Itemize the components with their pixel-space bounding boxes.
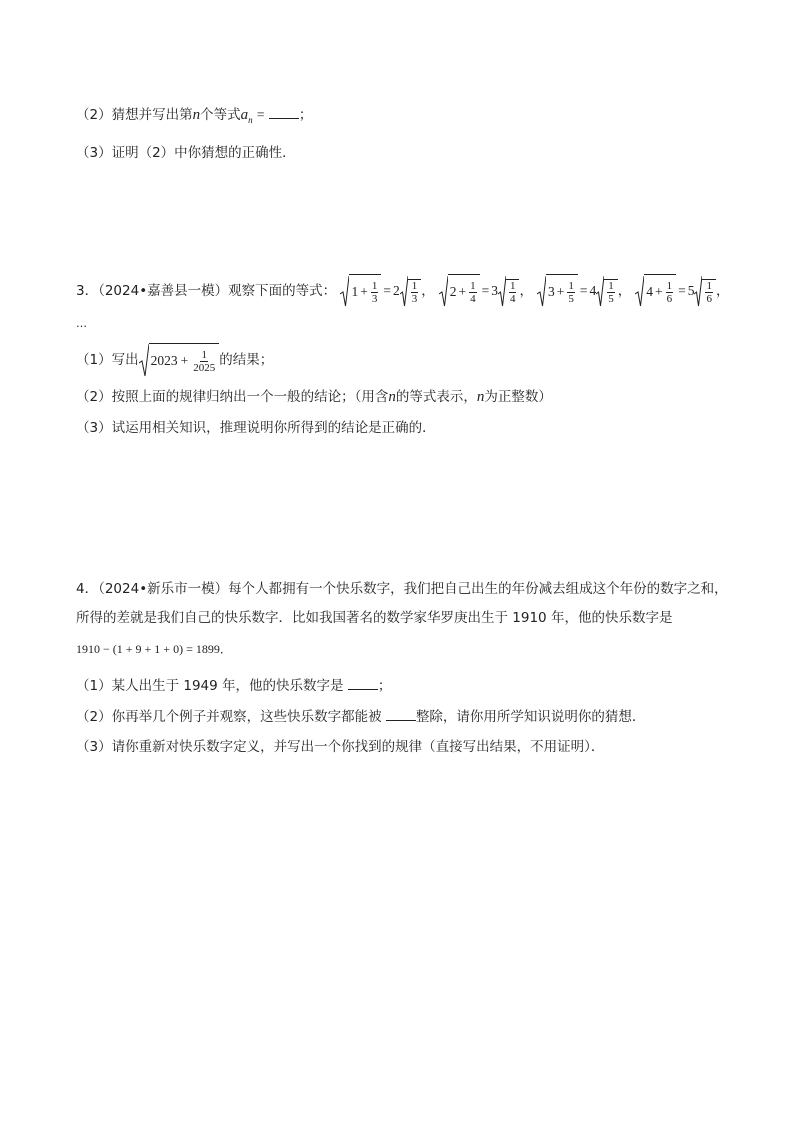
sqrt-symbol: 1 + $\frac{1}{3}$ <box>340 273 381 309</box>
answer-blank[interactable] <box>348 675 378 690</box>
sqrt-symbol: $\frac{1}{3}$ <box>400 275 422 307</box>
q3-equation: 2 + $\frac{1}{4}$ = 3 $\frac{1}{4}$ ， <box>439 273 537 309</box>
q4-line1: 4．（2024•新乐市一模）每个人都拥有一个快乐数字，我们把自己出生的年份减去组成这个年份的数字之和， <box>76 581 728 597</box>
q3-part2: （2）按照上面的规律归纳出一个一般的结论；（用含n的等式表示，n为正整数） <box>76 389 552 405</box>
q3-equation: 3 + $\frac{1}{5}$ = 4 $\frac{1}{5}$ ， <box>537 273 635 309</box>
q2-part2: （2）猜想并写出第n个等式$a_n$ = ； <box>76 104 312 130</box>
q4-part3: （3）请你重新对快乐数字定义，并写出一个你找到的规律（直接写出结果，不用证明）． <box>76 739 605 755</box>
q4-part2: （2）你再举几个例子并观察，这些快乐数字都能被 整除，请你用所学知识说明你的猜想． <box>76 706 645 727</box>
a-n: $a_n$ <box>240 107 253 125</box>
q4-part1: （1）某人出生于 1949 年，他的快乐数字是 ； <box>76 675 391 696</box>
answer-blank[interactable] <box>386 706 416 721</box>
q4-formula: 1910 − (1 + 9 + 1 + 0) = 1899． <box>76 642 232 656</box>
q4-line2: 所得的差就是我们自己的快乐数字．比如我国著名的数学家华罗庚出生于 1910 年，他的快乐数字是 <box>76 610 673 626</box>
sqrt-expression: 2023 + $\frac{1}{2025}$ <box>139 342 220 378</box>
q3-head: 3．（2024•嘉善县一模）观察下面的等式： 1 + $\frac{1}{3}$ = 2 $\frac{1}{3}$ ， 2 + $\frac{1}{4}$ = 3 $\frac{1}{4}$ ， 3 + $\frac{1}{5}$ = 4 $\frac{1}{5}$ ， 4 + $\frac{1}{6}$ = 5 $\frac{1}{6}$ ， <box>76 273 733 309</box>
q2-part3: （3）证明（2）中你猜想的正确性． <box>76 145 296 161</box>
q3-part3: （3）试运用相关知识，推理说明你所得到的结论是正确的． <box>76 420 436 436</box>
q3-part1: （1）写出 2023 + $\frac{1}{2025}$ 的结果； <box>76 342 273 378</box>
answer-blank[interactable] <box>269 104 299 119</box>
sqrt-symbol: $\frac{1}{4}$ <box>498 275 520 307</box>
sqrt-symbol: 4 + $\frac{1}{6}$ <box>635 273 676 309</box>
var-n: n <box>192 107 201 123</box>
q3-equation: 1 + $\frac{1}{3}$ = 2 $\frac{1}{3}$ ， <box>340 273 438 309</box>
sqrt-symbol: 3 + $\frac{1}{5}$ <box>537 273 578 309</box>
sqrt-symbol: $\frac{1}{6}$ <box>694 275 716 307</box>
q3-ellipsis: … <box>76 317 87 330</box>
sqrt-symbol: 2 + $\frac{1}{4}$ <box>439 273 480 309</box>
q3-equation: 4 + $\frac{1}{6}$ = 5 $\frac{1}{6}$ ， <box>635 273 733 309</box>
sqrt-symbol: $\frac{1}{5}$ <box>596 275 618 307</box>
